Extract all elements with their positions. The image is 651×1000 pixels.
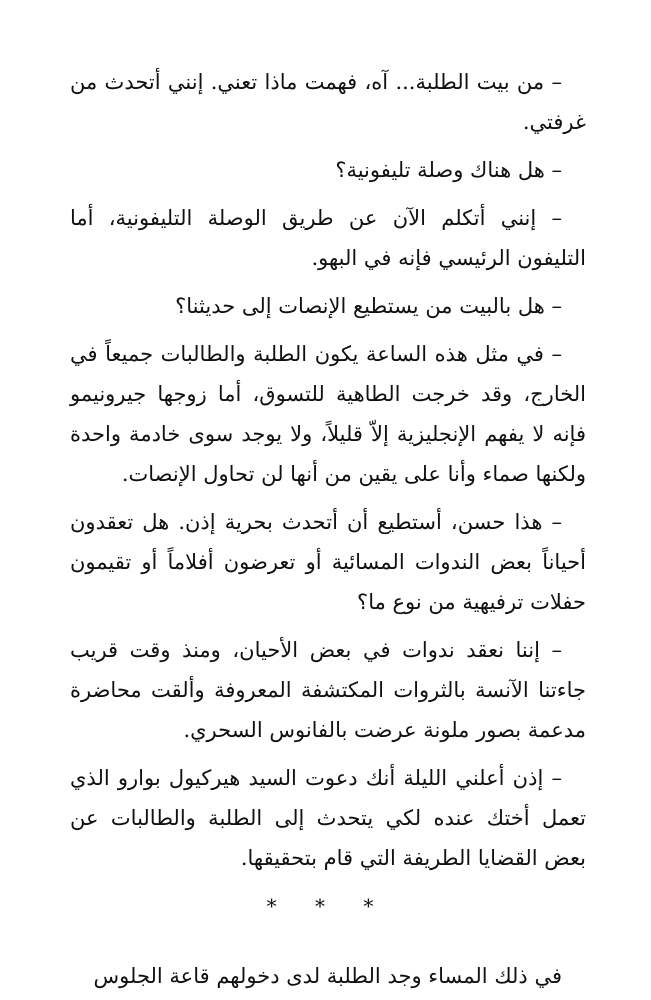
dialogue-paragraph: – إنني أتكلم الآن عن طريق الوصلة التليفونية، أما التليفون الرئيسي فإنه في البهو. <box>70 206 586 270</box>
closing-paragraph: في ذلك المساء وجد الطلبة لدى دخولهم قاعة الجلوس <box>93 964 562 988</box>
dialogue-paragraph: – إننا نعقد ندوات في بعض الأحيان، ومنذ وقت قريب جاءتنا الآنسة بالثروات المكتشفة المعروفة وألقت محاضرة مدعمة بصور ملونة عرضت بالفانوس السحري. <box>70 638 586 742</box>
dialogue-paragraph: – في مثل هذه الساعة يكون الطلبة والطالبات جميعاً في الخارج، وقد خرجت الطاهية للتسوق، أما زوجها جيرونيمو فإنه لا يفهم الإنجليزية إلاّ قليلاً، ولا يوجد سوى خادمة واحدة ولكنها صماء وأنا على يقين من أنها لن تحاول الإنصات. <box>70 342 586 486</box>
dialogue-paragraph: – هل بالبيت من يستطيع الإنصات إلى حديثنا؟ <box>175 294 562 318</box>
section-separator: * * * <box>266 894 390 918</box>
dialogue-paragraph: – من بيت الطلبة... آه، فهمت ماذا تعني. إنني أتحدث من غرفتي. <box>70 70 586 134</box>
book-page <box>70 62 586 992</box>
dialogue-paragraph: – هذا حسن، أستطيع أن أتحدث بحرية إذن. هل تعقدون أحياناً بعض الندوات المسائية أو تعرضون أفلاماً أو تقيمون حفلات ترفيهية من نوع ما؟ <box>70 510 586 614</box>
dialogue-paragraph: – هل هناك وصلة تليفونية؟ <box>335 158 562 182</box>
dialogue-paragraph: – إذن أعلني الليلة أنك دعوت السيد هيركيول بوارو الذي تعمل أختك عنده لكي يتحدث إلى الطلبة والطالبات عن بعض القضايا الطريفة التي قام بتحقيقها. <box>70 766 586 870</box>
